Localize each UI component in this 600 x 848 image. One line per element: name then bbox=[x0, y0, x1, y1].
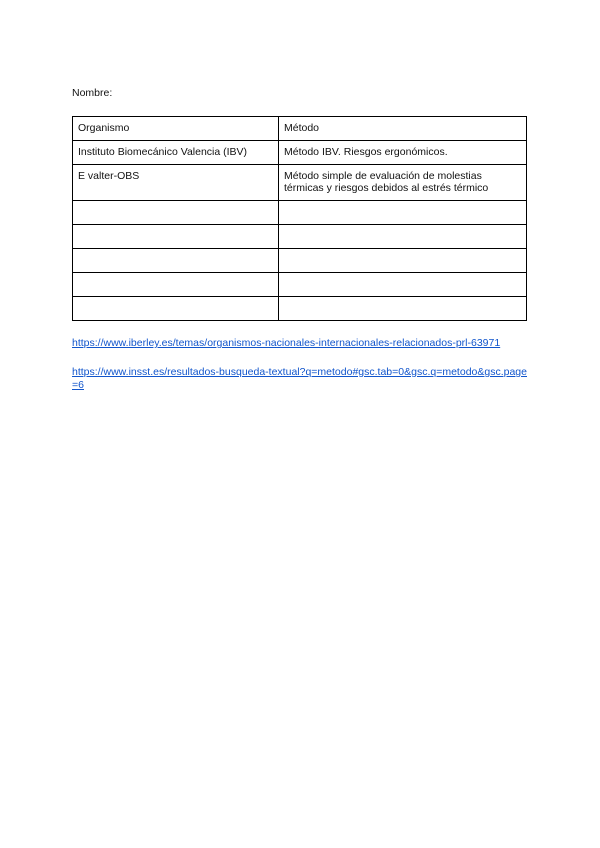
table-row bbox=[73, 141, 527, 165]
table-cell bbox=[73, 249, 279, 273]
table-cell: E valter-OBS bbox=[73, 165, 279, 201]
link-insst[interactable]: https://www.insst.es/resultados-busqueda-textual?q=metodo#gsc.tab=0&gsc.q=metodo&gsc.page=6 bbox=[72, 366, 527, 391]
table-header-row bbox=[73, 117, 527, 141]
table-cell bbox=[73, 297, 279, 321]
table-cell bbox=[73, 225, 279, 249]
table-cell: Método IBV. Riesgos ergonómicos. bbox=[279, 141, 527, 165]
table-row bbox=[73, 249, 527, 273]
header-cell-organismo: Organismo bbox=[73, 117, 279, 141]
table-cell: Instituto Biomecánico Valencia (IBV) bbox=[73, 141, 279, 165]
table-row bbox=[73, 225, 527, 249]
link-iberley-container bbox=[72, 337, 528, 350]
link-insst-container bbox=[72, 366, 528, 392]
link-iberley[interactable]: https://www.iberley.es/temas/organismos-nacionales-internacionales-relacionados-prl-63971 bbox=[72, 337, 501, 349]
table-cell bbox=[279, 249, 527, 273]
table-cell bbox=[73, 201, 279, 225]
table-cell bbox=[279, 297, 527, 321]
table-row bbox=[73, 201, 527, 225]
header-cell-metodo: Método bbox=[279, 117, 527, 141]
table-row bbox=[73, 273, 527, 297]
table-cell bbox=[279, 201, 527, 225]
table-row bbox=[73, 297, 527, 321]
name-label: Nombre: bbox=[72, 87, 113, 99]
table-cell: Método simple de evaluación de molestias térmicas y riesgos debidos al estrés térmico bbox=[279, 165, 527, 201]
table-cell bbox=[279, 225, 527, 249]
table-row bbox=[73, 165, 527, 201]
table-cell bbox=[73, 273, 279, 297]
table-cell bbox=[279, 273, 527, 297]
organisms-table bbox=[72, 116, 527, 321]
